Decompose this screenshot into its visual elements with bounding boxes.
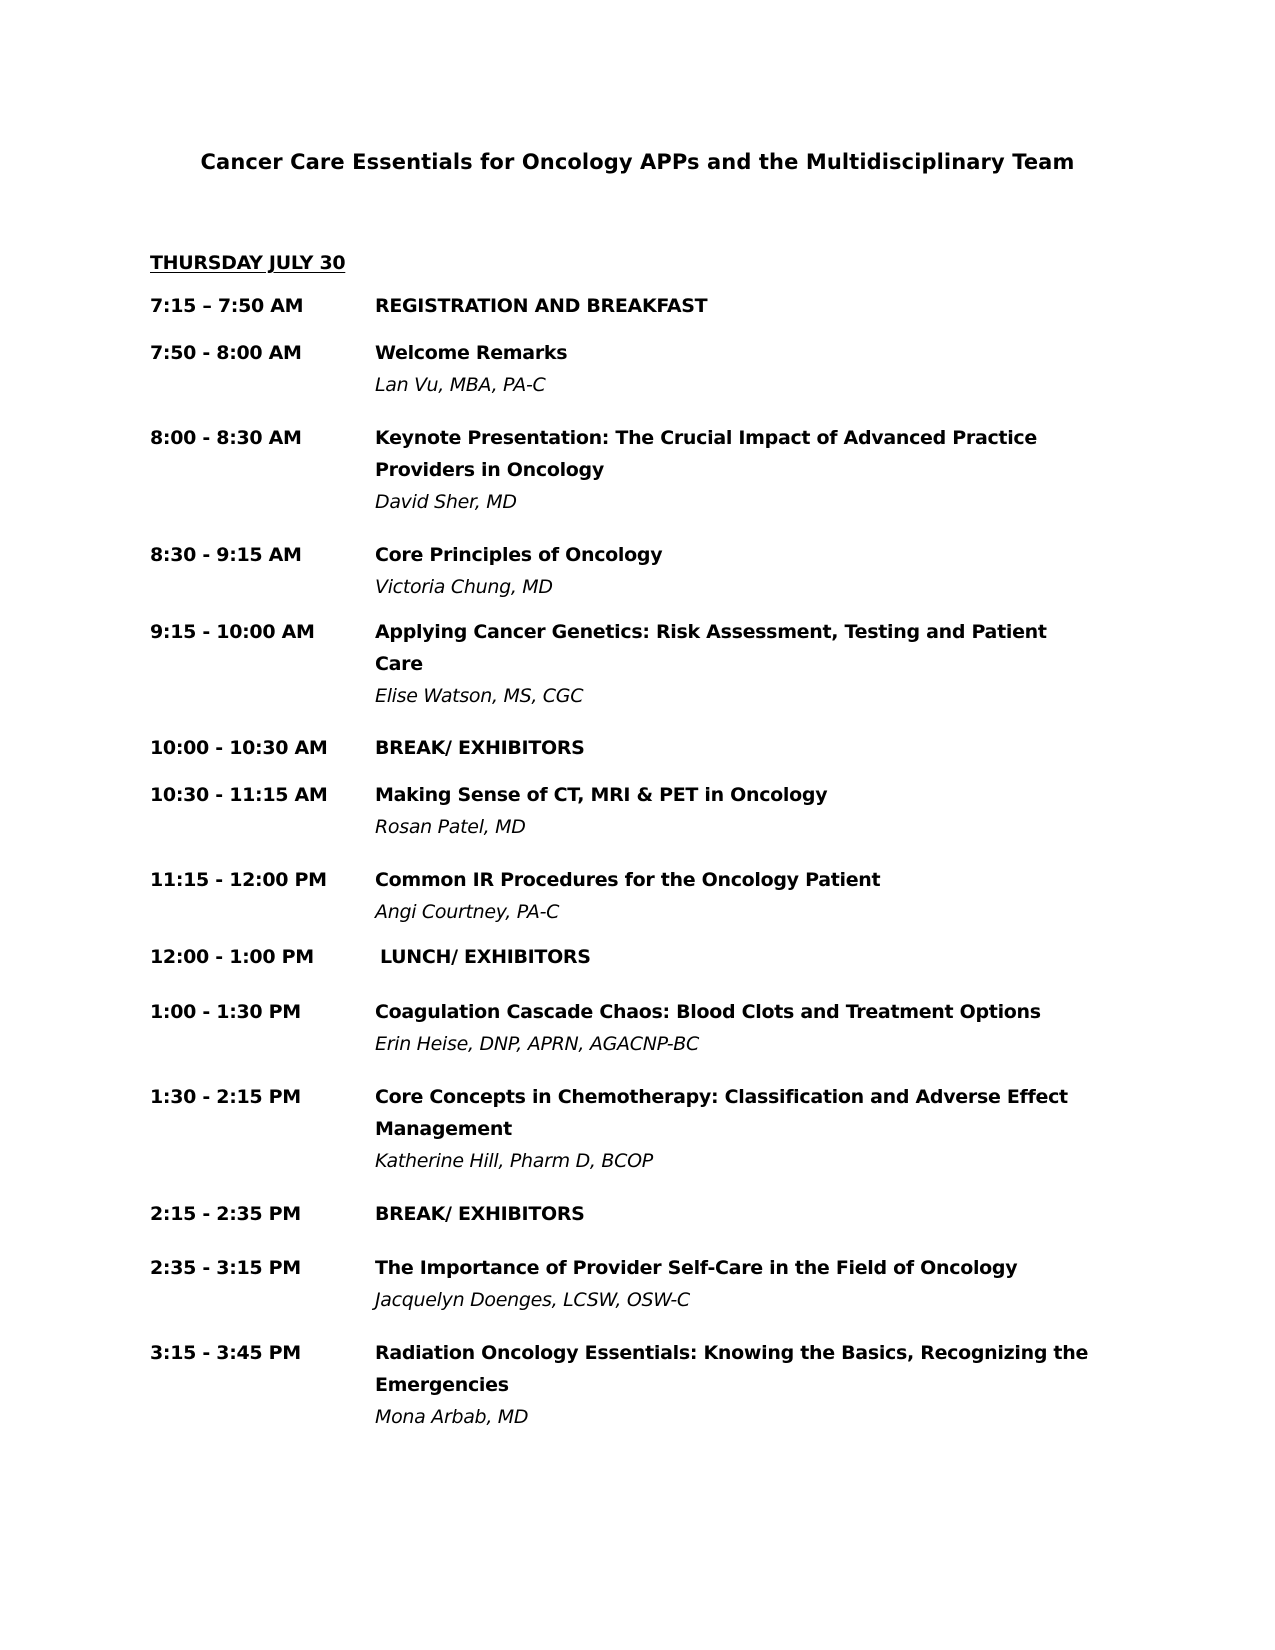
session-time: 7:50 - 8:00 AM — [150, 342, 302, 364]
session-speaker: Lan Vu, MBA, PA-C — [375, 374, 546, 396]
day-heading: THURSDAY JULY 30 — [150, 252, 346, 274]
session-title: BREAK/ EXHIBITORS — [375, 1203, 585, 1225]
session-title: Coagulation Cascade Chaos: Blood Clots and Treatment Options — [375, 1001, 1041, 1023]
session-time: 9:15 - 10:00 AM — [150, 621, 315, 643]
session-content — [375, 337, 1095, 401]
session-content — [375, 732, 1095, 764]
session-speaker: Erin Heise, DNP, APRN, AGACNP-BC — [375, 1033, 699, 1055]
session-time: 1:30 - 2:15 PM — [150, 1086, 301, 1108]
session-time: 3:15 - 3:45 PM — [150, 1342, 301, 1364]
session-time: 12:00 - 1:00 PM — [150, 946, 314, 968]
session-title: Core Principles of Oncology — [375, 544, 663, 566]
session-title: Making Sense of CT, MRI & PET in Oncology — [375, 784, 828, 806]
session-time: 8:00 - 8:30 AM — [150, 427, 302, 449]
session-time: 2:35 - 3:15 PM — [150, 1257, 301, 1279]
session-content — [375, 616, 1095, 712]
session-title: Radiation Oncology Essentials: Knowing the Basics, Recognizing the Emergencies — [375, 1342, 1089, 1396]
session-title: LUNCH/ EXHIBITORS — [380, 946, 591, 968]
session-content — [375, 996, 1155, 1060]
session-time: 8:30 - 9:15 AM — [150, 544, 302, 566]
session-speaker: Elise Watson, MS, CGC — [375, 685, 584, 707]
session-speaker: David Sher, MD — [375, 491, 517, 513]
session-title: Welcome Remarks — [375, 342, 568, 364]
session-title: REGISTRATION AND BREAKFAST — [375, 295, 708, 317]
session-content — [375, 779, 1095, 843]
session-time: 11:15 - 12:00 PM — [150, 869, 327, 891]
session-speaker: Angi Courtney, PA-C — [375, 901, 560, 923]
session-content — [375, 1337, 1095, 1433]
document-title: Cancer Care Essentials for Oncology APPs and the Multidisciplinary Team — [200, 150, 1075, 174]
session-time: 2:15 - 2:35 PM — [150, 1203, 301, 1225]
session-title: BREAK/ EXHIBITORS — [375, 737, 585, 759]
session-content — [375, 422, 1095, 518]
session-speaker: Mona Arbab, MD — [375, 1406, 529, 1428]
session-title: Keynote Presentation: The Crucial Impact of Advanced Practice Providers in Oncology — [375, 427, 1037, 481]
session-speaker: Rosan Patel, MD — [375, 816, 526, 838]
session-title: Common IR Procedures for the Oncology Patient — [375, 869, 881, 891]
session-speaker: Jacquelyn Doenges, LCSW, OSW-C — [375, 1289, 690, 1311]
session-content — [375, 539, 1095, 603]
session-content — [375, 1081, 1095, 1177]
session-content — [375, 1198, 1095, 1230]
session-content — [375, 290, 1095, 322]
session-speaker: Victoria Chung, MD — [375, 576, 553, 598]
session-title: Core Concepts in Chemotherapy: Classification and Adverse Effect Management — [375, 1086, 1068, 1140]
session-title: Applying Cancer Genetics: Risk Assessment, Testing and Patient Care — [375, 621, 1047, 675]
session-time: 7:15 – 7:50 AM — [150, 295, 304, 317]
session-time: 1:00 - 1:30 PM — [150, 1001, 301, 1023]
session-content — [375, 1252, 1155, 1316]
session-time: 10:00 - 10:30 AM — [150, 737, 328, 759]
session-content — [375, 864, 1095, 928]
session-title: The Importance of Provider Self-Care in the Field of Oncology — [375, 1257, 1018, 1279]
session-content — [375, 941, 1100, 973]
session-time: 10:30 - 11:15 AM — [150, 784, 328, 806]
session-speaker: Katherine Hill, Pharm D, BCOP — [375, 1150, 653, 1172]
